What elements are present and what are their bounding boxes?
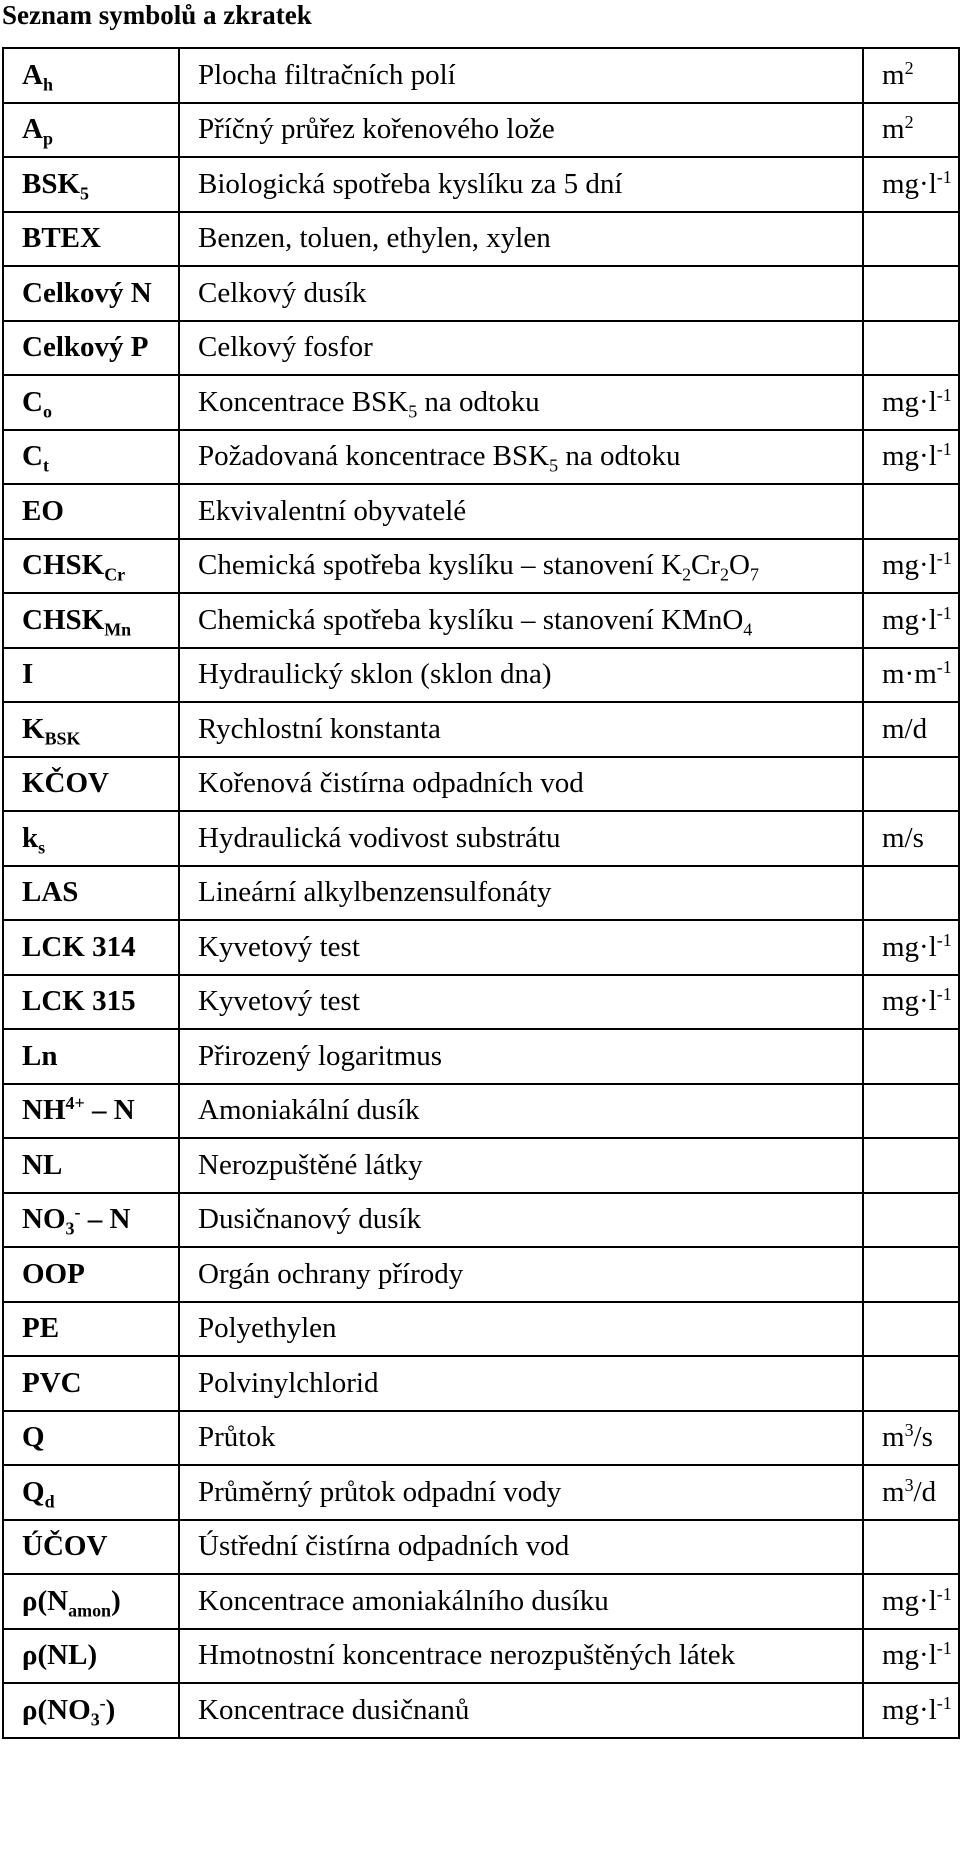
description-cell: Hmotnostní koncentrace nerozpuštěných látek xyxy=(179,1629,863,1684)
superscript: -1 xyxy=(936,1638,952,1659)
unit-cell: $m^3/s$ xyxy=(863,1411,959,1466)
table-row xyxy=(3,321,959,376)
superscript: -1 xyxy=(936,1692,952,1713)
superscript: -1 xyxy=(936,984,952,1005)
symbol-cell: Celkový P xyxy=(3,321,179,376)
symbol-cell: Q xyxy=(3,1411,179,1466)
subscript: p xyxy=(42,128,53,149)
symbol-cell: ρ(NL) xyxy=(3,1629,179,1684)
unit-cell xyxy=(863,1029,959,1084)
unit-cell: $mg\cdot l^{-1}$ xyxy=(863,1629,959,1684)
subscript: 3 xyxy=(65,1218,75,1239)
description-cell: Kyvetový test xyxy=(179,975,863,1030)
description-cell: Polvinylchlorid xyxy=(179,1356,863,1411)
table-row xyxy=(3,1193,959,1248)
unit-cell xyxy=(863,1356,959,1411)
table-row xyxy=(3,1084,959,1139)
symbol-cell: EO xyxy=(3,484,179,539)
table-row xyxy=(3,1465,959,1520)
description-cell: Polyethylen xyxy=(179,1302,863,1357)
table-row xyxy=(3,702,959,757)
symbol-cell: $CHSK_{Mn}$ xyxy=(3,593,179,648)
symbol-cell: BTEX xyxy=(3,212,179,267)
description-cell: Chemická spotřeba kyslíku – stanovení $K_2Cr_2O_7$ xyxy=(179,539,863,594)
unit-cell: $m^2$ xyxy=(863,103,959,158)
subscript: d xyxy=(44,1491,55,1512)
page-title: Seznam symbolů a zkratek xyxy=(2,0,312,30)
superscript: 2 xyxy=(904,112,914,133)
unit-cell xyxy=(863,212,959,267)
superscript: 3 xyxy=(904,1474,914,1495)
table-row xyxy=(3,648,959,703)
description-cell: Orgán ochrany přírody xyxy=(179,1247,863,1302)
superscript: 4+ xyxy=(65,1093,85,1114)
description-cell: Koncentrace amoniakálního dusíku xyxy=(179,1574,863,1629)
table-row xyxy=(3,1683,959,1738)
unit-cell xyxy=(863,1138,959,1193)
subscript: 5 xyxy=(549,455,559,476)
unit-cell xyxy=(863,1520,959,1575)
symbol-cell: PVC xyxy=(3,1356,179,1411)
table-row xyxy=(3,539,959,594)
table-row xyxy=(3,157,959,212)
superscript: -1 xyxy=(936,166,952,187)
unit-cell: $mg\cdot l^{-1}$ xyxy=(863,157,959,212)
description-cell: Kořenová čistírna odpadních vod xyxy=(179,757,863,812)
symbol-cell: $\rho(NO_3^-)$ xyxy=(3,1683,179,1738)
symbol-cell: $\rho(N_{amon})$ xyxy=(3,1574,179,1629)
symbol-cell: $k_s$ xyxy=(3,811,179,866)
superscript: - xyxy=(74,1202,81,1223)
description-cell: Koncentrace $BSK_5$ na odtoku xyxy=(179,375,863,430)
symbol-cell: $C_o$ xyxy=(3,375,179,430)
superscript: - xyxy=(99,1692,106,1713)
description-cell: Hydraulická vodivost substrátu xyxy=(179,811,863,866)
subscript: o xyxy=(42,401,52,422)
unit-cell: $m^2$ xyxy=(863,48,959,103)
superscript: -1 xyxy=(936,929,952,950)
table-row xyxy=(3,266,959,321)
description-cell: Biologická spotřeba kyslíku za 5 dní xyxy=(179,157,863,212)
symbol-cell: KČOV xyxy=(3,757,179,812)
subscript: h xyxy=(42,74,53,95)
description-cell: Požadovaná koncentrace $BSK_5$ na odtoku xyxy=(179,430,863,485)
symbol-cell: $BSK_5$ xyxy=(3,157,179,212)
subscript: 3 xyxy=(90,1709,100,1730)
unit-cell xyxy=(863,266,959,321)
table-row xyxy=(3,48,959,103)
unit-cell: $mg\cdot l^{-1}$ xyxy=(863,539,959,594)
description-cell: Nerozpuštěné látky xyxy=(179,1138,863,1193)
symbol-cell: ÚČOV xyxy=(3,1520,179,1575)
unit-cell xyxy=(863,1084,959,1139)
unit-cell: m/d xyxy=(863,702,959,757)
symbol-cell: LAS xyxy=(3,866,179,921)
unit-cell: $mg\cdot l^{-1}$ xyxy=(863,375,959,430)
subscript: 5 xyxy=(80,183,90,204)
table-row xyxy=(3,593,959,648)
superscript: 2 xyxy=(904,57,914,78)
description-cell: Dusičnanový dusík xyxy=(179,1193,863,1248)
description-cell: Ústřední čistírna odpadních vod xyxy=(179,1520,863,1575)
subscript: 5 xyxy=(408,401,418,422)
description-cell: Průtok xyxy=(179,1411,863,1466)
table-row xyxy=(3,811,959,866)
description-cell: Koncentrace dusičnanů xyxy=(179,1683,863,1738)
table-row xyxy=(3,1574,959,1629)
symbol-cell: $NH^{4+}$ – N xyxy=(3,1084,179,1139)
table-row xyxy=(3,1520,959,1575)
table-row xyxy=(3,1029,959,1084)
description-cell: Chemická spotřeba kyslíku – stanovení KMnO$_4$ xyxy=(179,593,863,648)
symbol-cell: $C_t$ xyxy=(3,430,179,485)
unit-cell: m/s xyxy=(863,811,959,866)
table-row xyxy=(3,1411,959,1466)
subscript: Mn xyxy=(104,619,132,640)
description-cell: Kyvetový test xyxy=(179,920,863,975)
description-cell: Plocha filtračních polí xyxy=(179,48,863,103)
description-cell: Přirozený logaritmus xyxy=(179,1029,863,1084)
symbol-cell: $A_h$ xyxy=(3,48,179,103)
subscript: t xyxy=(42,455,49,476)
symbol-cell: $K_{BSK}$ xyxy=(3,702,179,757)
description-cell: Celkový fosfor xyxy=(179,321,863,376)
superscript: 3 xyxy=(904,1420,914,1441)
unit-cell: $mg\cdot l^{-1}$ xyxy=(863,1574,959,1629)
description-cell: Lineární alkylbenzensulfonáty xyxy=(179,866,863,921)
subscript: 4 xyxy=(743,619,753,640)
description-cell: Průměrný průtok odpadní vody xyxy=(179,1465,863,1520)
table-row xyxy=(3,1247,959,1302)
table-row xyxy=(3,1629,959,1684)
unit-cell: $mg\cdot l^{-1}$ xyxy=(863,430,959,485)
symbol-cell: Celkový N xyxy=(3,266,179,321)
symbol-cell: NL xyxy=(3,1138,179,1193)
symbol-cell: OOP xyxy=(3,1247,179,1302)
symbols-table xyxy=(2,47,960,1739)
symbol-cell: $CHSK_{Cr}$ xyxy=(3,539,179,594)
table-row xyxy=(3,1138,959,1193)
superscript: -1 xyxy=(936,657,952,678)
unit-cell xyxy=(863,484,959,539)
unit-cell: $mg\cdot l^{-1}$ xyxy=(863,1683,959,1738)
superscript: -1 xyxy=(936,439,952,460)
table-row xyxy=(3,484,959,539)
superscript: -1 xyxy=(936,548,952,569)
symbol-cell: PE xyxy=(3,1302,179,1357)
table-row xyxy=(3,103,959,158)
subscript: 2 xyxy=(682,564,692,585)
unit-cell xyxy=(863,1302,959,1357)
description-cell: Rychlostní konstanta xyxy=(179,702,863,757)
superscript: -1 xyxy=(936,1583,952,1604)
table-row xyxy=(3,430,959,485)
table-row xyxy=(3,1356,959,1411)
subscript: BSK xyxy=(44,728,81,749)
subscript: Cr xyxy=(104,564,126,585)
table-row xyxy=(3,975,959,1030)
symbol-cell: LCK 315 xyxy=(3,975,179,1030)
unit-cell: $mg\cdot l^{-1}$ xyxy=(863,920,959,975)
description-cell: Hydraulický sklon (sklon dna) xyxy=(179,648,863,703)
table-row xyxy=(3,866,959,921)
unit-cell xyxy=(863,1193,959,1248)
table-row xyxy=(3,212,959,267)
symbols-table-body xyxy=(3,48,959,1738)
superscript: -1 xyxy=(936,384,952,405)
table-row xyxy=(3,757,959,812)
subscript: 2 xyxy=(720,564,730,585)
superscript: -1 xyxy=(936,602,952,623)
unit-cell xyxy=(863,1247,959,1302)
symbol-cell: $Q_d$ xyxy=(3,1465,179,1520)
unit-cell: $mg\cdot l^{-1}$ xyxy=(863,975,959,1030)
table-row xyxy=(3,375,959,430)
symbol-cell: $NO_3^-$ – N xyxy=(3,1193,179,1248)
symbol-cell: $A_p$ xyxy=(3,103,179,158)
symbol-cell: Ln xyxy=(3,1029,179,1084)
unit-cell: $m^3/d$ xyxy=(863,1465,959,1520)
table-row xyxy=(3,920,959,975)
subscript: 7 xyxy=(749,564,759,585)
unit-cell: $m\cdot m^{-1}$ xyxy=(863,648,959,703)
symbol-cell: LCK 314 xyxy=(3,920,179,975)
description-cell: Příčný průřez kořenového lože xyxy=(179,103,863,158)
unit-cell xyxy=(863,321,959,376)
unit-cell xyxy=(863,757,959,812)
subscript: s xyxy=(38,837,46,858)
table-row xyxy=(3,1302,959,1357)
unit-cell: $mg\cdot l^{-1}$ xyxy=(863,593,959,648)
description-cell: Ekvivalentní obyvatelé xyxy=(179,484,863,539)
description-cell: Amoniakální dusík xyxy=(179,1084,863,1139)
subscript: amon xyxy=(68,1600,112,1621)
symbol-cell: I xyxy=(3,648,179,703)
unit-cell xyxy=(863,866,959,921)
description-cell: Celkový dusík xyxy=(179,266,863,321)
description-cell: Benzen, toluen, ethylen, xylen xyxy=(179,212,863,267)
